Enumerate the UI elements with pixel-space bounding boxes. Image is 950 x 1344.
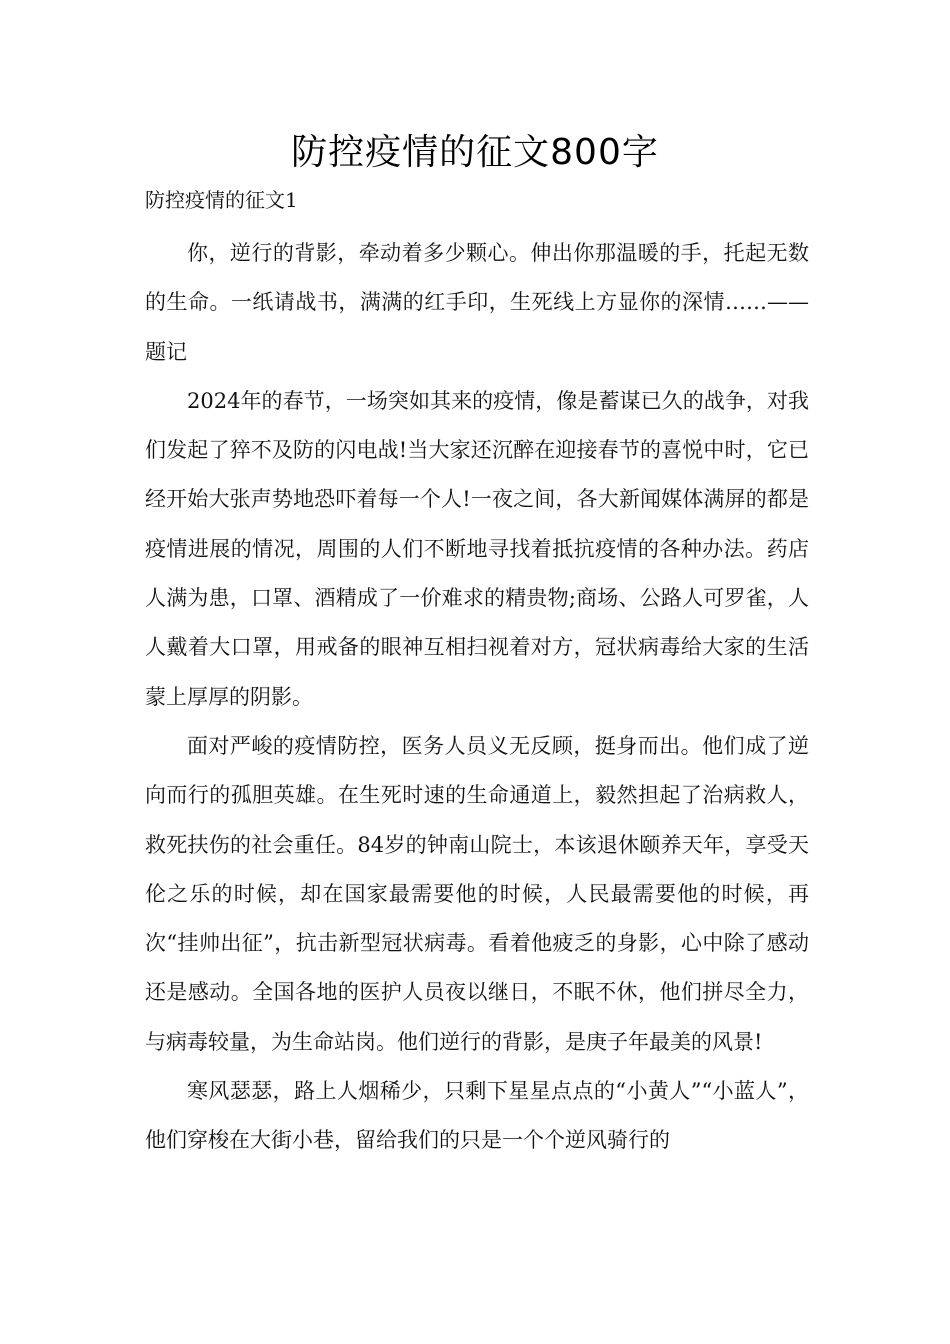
paragraph-epigraph: 你，逆行的背影，牵动着多少颗心。伸出你那温暖的手，托起无数的生命。一纸请战书，满满的红手印，生死线上方显你的深情……——题记 [145, 241, 809, 364]
paragraph-medical-workers: 面对严峻的疫情防控，医务人员义无反顾，挺身而出。他们成了逆向而行的孤胆英雄。在生死时速的生命通道上，毅然担起了治病救人，救死扶伤的社会重任。84岁的钟南山院士，本该退休颐养天年，享受天伦之乐的时候，却在国家最需要他的时候，人民最需要他的时候，再次“挂帅出征”，抗击新型冠状病毒。看着他疲乏的身影，心中除了感动还是感动。全国各地的医护人员夜以继日，不眠不休，他们拼尽全力，与病毒较量，为生命站岗。他们逆行的背影，是庚子年最美的风景! [145, 733, 809, 1054]
paragraph-couriers: 寒风瑟瑟，路上人烟稀少，只剩下星星点点的“小黄人”“小蓝人”，他们穿梭在大街小巷，留给我们的只是一个个逆风骑行的 [145, 1079, 809, 1153]
section-heading: 防控疫情的征文1 [145, 188, 298, 212]
document-title: 防控疫情的征文800字 [291, 132, 659, 173]
document-body [145, 229, 809, 1166]
paragraph-outbreak: 2024年的春节，一场突如其来的疫情，像是蓄谋已久的战争，对我们发起了猝不及防的闪电战!当大家还沉醉在迎接春节的喜悦中时，它已经开始大张声势地恐吓着每一个人!一夜之间，各大新闻媒体满屏的都是疫情进展的情况，周围的人们不断地寻找着抵抗疫情的各种办法。药店人满为患，口罩、酒精成了一价难求的精贵物;商场、公路人可罗雀，人人戴着大口罩，用戒备的眼神互相扫视着对方，冠状病毒给大家的生活蒙上厚厚的阴影。 [145, 388, 809, 709]
